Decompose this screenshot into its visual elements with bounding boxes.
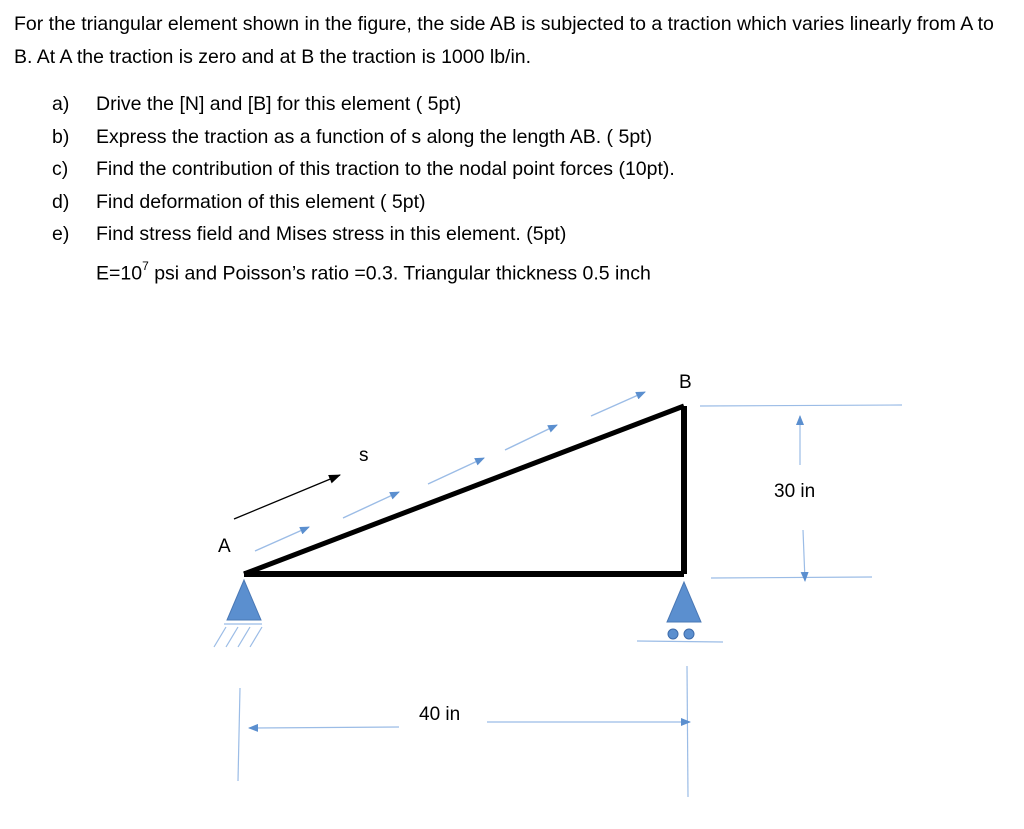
- width-dimension-label: 40 in: [419, 704, 461, 725]
- extension-line-right: [687, 666, 688, 797]
- note-exponent: 7: [142, 259, 149, 273]
- task-mark: b): [52, 125, 70, 148]
- traction-arrow: [505, 425, 557, 450]
- task-text: Find stress field and Mises stress in this element. (5pt): [96, 223, 567, 245]
- height-dimension-label: 30 in: [774, 481, 816, 502]
- extension-line-top: [700, 405, 902, 406]
- traction-arrows: [255, 392, 645, 551]
- traction-arrow: [343, 492, 399, 518]
- dimension-arrow-down: [803, 530, 805, 581]
- width-dimension: [238, 666, 690, 797]
- height-dimension: [700, 405, 902, 581]
- note-rest: psi and Poisson’s ratio =0.3. Triangular thickness 0.5 inch: [148, 262, 651, 285]
- s-direction-arrow: [234, 475, 340, 519]
- ground-hatch: [214, 627, 226, 647]
- task-text: Express the traction as a function of s along the length AB. ( 5pt): [96, 125, 653, 148]
- task-mark: e): [52, 223, 70, 245]
- note-prefix: E=10: [96, 262, 143, 285]
- task-mark: a): [52, 93, 70, 115]
- roller-wheel: [668, 629, 678, 639]
- task-text: Drive the [N] and [B] for this element ( 5pt): [96, 93, 462, 115]
- extension-line-bottom: [711, 577, 872, 578]
- task-mark: c): [52, 158, 69, 180]
- label-b: B: [679, 372, 692, 393]
- task-text: Find deformation of this element ( 5pt): [96, 190, 426, 213]
- traction-arrow: [591, 392, 645, 416]
- task-mark: d): [52, 190, 70, 213]
- roller-ground-line: [637, 641, 723, 642]
- roller-support: [637, 582, 723, 642]
- problem-intro: For the triangular element shown in the figure, the side AB is subjected to a traction which varies linearly from A to B. At A the traction is zero and at B the traction is 1000 lb/in.: [14, 13, 994, 68]
- pin-triangle: [227, 580, 261, 620]
- traction-arrow: [255, 527, 309, 551]
- roller-triangle: [667, 582, 701, 622]
- ground-hatch: [250, 627, 262, 647]
- label-s: s: [359, 445, 369, 466]
- roller-wheel: [684, 629, 694, 639]
- triangle-element: [244, 406, 684, 574]
- pin-support-a: [214, 580, 262, 647]
- traction-arrow: [428, 458, 484, 484]
- ground-hatch: [238, 627, 250, 647]
- label-a: A: [218, 536, 231, 557]
- task-text: Find the contribution of this traction to the nodal point forces (10pt).: [96, 158, 675, 180]
- extension-line-left: [238, 688, 240, 781]
- ground-hatch: [226, 627, 238, 647]
- edge-hypotenuse-ab: [244, 406, 684, 574]
- dimension-arrow-left: [249, 727, 399, 728]
